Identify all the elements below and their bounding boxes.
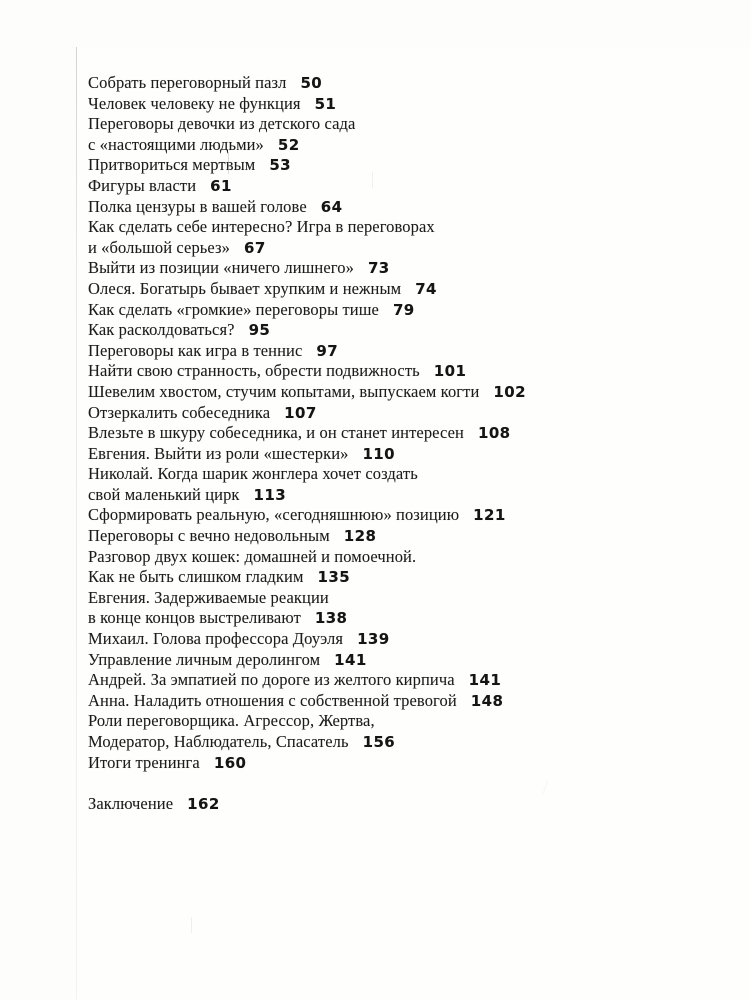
toc-page-number: 139 <box>357 630 390 649</box>
toc-page-number: 148 <box>470 691 504 710</box>
toc-line <box>88 444 526 465</box>
toc-entry-text: Управление личным деролингом <box>88 649 321 669</box>
toc-page-number: 160 <box>213 753 247 772</box>
toc-entry-text: Роли переговорщика. Агрессор, Жертва, <box>88 711 375 731</box>
toc-page-number: 67 <box>244 238 266 257</box>
toc-page-number: 128 <box>343 527 377 546</box>
page-edge-shadow <box>76 47 77 1000</box>
toc-entry-text: Найти свою странность, обрести подвижность <box>88 361 420 381</box>
toc-page-number: 79 <box>392 300 415 319</box>
toc-page-number: 53 <box>269 156 292 175</box>
toc-entry-text: Евгения. Выйти из роли «шестерки» <box>88 443 349 463</box>
toc-line <box>88 403 526 424</box>
toc-line <box>88 588 526 609</box>
toc-line <box>88 197 526 218</box>
toc-line <box>88 135 526 156</box>
toc-line <box>88 361 526 382</box>
toc-page-number: 121 <box>473 506 506 525</box>
toc-line <box>88 567 526 588</box>
toc-entry-text: Переговоры как игра в теннис <box>88 340 303 360</box>
toc-page-number: 101 <box>433 362 467 381</box>
toc-line <box>88 670 526 691</box>
toc-line <box>88 629 526 650</box>
toc-entry-text: свой маленький цирк <box>88 484 240 504</box>
toc-line <box>88 341 526 362</box>
toc-line <box>88 73 526 94</box>
toc-entry-text: Николай. Когда шарик жонглера хочет создать <box>88 464 418 484</box>
toc-line <box>88 217 526 238</box>
toc-entry-text: Модератор, Наблюдатель, Спасатель <box>88 732 349 751</box>
toc-entry-text: Андрей. За эмпатией по дороге из желтого кирпича <box>88 670 455 690</box>
toc-entry-text: Михаил. Голова профессора Доуэля <box>88 629 344 649</box>
toc-entry-text: Притвориться мертвым <box>88 155 256 175</box>
toc-line <box>88 300 526 321</box>
toc-page-number: 61 <box>210 176 232 195</box>
toc-line <box>88 547 526 568</box>
toc-entry-text: Как не быть слишком гладким <box>88 567 304 587</box>
toc-line <box>88 485 526 506</box>
toc-page-number: 74 <box>415 279 437 298</box>
toc-line <box>88 94 526 115</box>
toc-entry-text: Итоги тренинга <box>88 752 200 772</box>
toc-line <box>88 155 526 176</box>
toc-line <box>88 691 526 712</box>
toc-page-number: 102 <box>493 382 526 401</box>
toc-page-number: 52 <box>277 135 300 154</box>
toc-line <box>88 753 526 774</box>
toc-page-number: 162 <box>187 794 220 813</box>
toc-line <box>88 650 526 671</box>
toc-entry-text: Полка цензуры в вашей голове <box>88 196 307 216</box>
toc-page-number: 73 <box>367 259 390 278</box>
toc-entry-text: Заключение <box>88 793 174 813</box>
toc-entry-text: Разговор двух кошек: домашней и помоечной. <box>88 546 417 566</box>
toc-page-number: 108 <box>477 424 511 443</box>
toc-line <box>88 176 526 197</box>
toc-page-number: 138 <box>314 609 348 628</box>
toc-line <box>88 711 526 732</box>
toc-page-number: 141 <box>334 650 367 669</box>
toc-line <box>88 279 526 300</box>
toc-entry-text: Шевелим хвостом, стучим копытами, выпускаем когти <box>88 381 480 401</box>
toc-entry-text: Переговоры девочки из детского сада <box>88 114 356 134</box>
toc-page-number: 64 <box>320 197 343 216</box>
toc-line <box>88 238 526 259</box>
toc-entry-text: Сформировать реальную, «сегодняшнюю» позицию <box>88 505 460 525</box>
toc-entry-text: Как сделать «громкие» переговоры тише <box>88 299 379 319</box>
toc-entry-text: Переговоры с вечно недовольным <box>88 526 330 546</box>
toc-page-number: 51 <box>314 94 337 113</box>
toc-entry-text: Анна. Наладить отношения с собственной тревогой <box>88 690 457 710</box>
toc-page-number: 113 <box>253 485 287 504</box>
toc-line <box>88 320 526 341</box>
table-of-contents <box>88 73 526 814</box>
toc-entry-text: Влезьте в шкуру собеседника, и он станет интересен <box>88 423 464 443</box>
toc-line <box>88 505 526 526</box>
toc-page-number: 110 <box>362 444 395 463</box>
toc-entry-text: Фигуры власти <box>88 175 197 195</box>
toc-page-number: 156 <box>362 733 396 751</box>
toc-entry-text: Олеся. Богатырь бывает хрупким и нежным <box>88 278 402 298</box>
toc-page-number: 135 <box>317 568 351 587</box>
toc-page-number: 95 <box>248 321 271 340</box>
toc-line <box>88 423 526 444</box>
toc-line <box>88 258 526 279</box>
toc-line <box>88 732 526 753</box>
toc-entry-text: и «большой серьез» <box>88 237 231 257</box>
toc-entry-text: Человек человеку не функция <box>88 93 301 113</box>
toc-entry-text: Евгения. Задерживаемые реакции <box>88 587 329 607</box>
toc-page-number: 141 <box>468 671 502 690</box>
toc-entry-text: Выйти из позиции «ничего лишнего» <box>88 258 354 278</box>
toc-entry-text: Отзеркалить собеседника <box>88 402 271 422</box>
toc-entry-text: с «настоящими людьми» <box>88 134 264 154</box>
toc-line <box>88 464 526 485</box>
toc-line <box>88 794 526 815</box>
toc-line <box>88 526 526 547</box>
toc-entry-text: в конце концов выстреливают <box>88 608 301 628</box>
toc-page-number: 50 <box>300 74 323 92</box>
toc-entry-text: Собрать переговорный пазл <box>88 73 287 92</box>
toc-entry-text: Как сделать себе интересно? Игра в переговорах <box>88 217 435 237</box>
toc-line <box>88 608 526 629</box>
toc-page-number: 97 <box>316 341 339 360</box>
toc-entry-text: Как расколдоваться? <box>88 320 235 340</box>
toc-page-number: 107 <box>284 403 317 422</box>
toc-line <box>88 382 526 403</box>
toc-line <box>88 114 526 135</box>
